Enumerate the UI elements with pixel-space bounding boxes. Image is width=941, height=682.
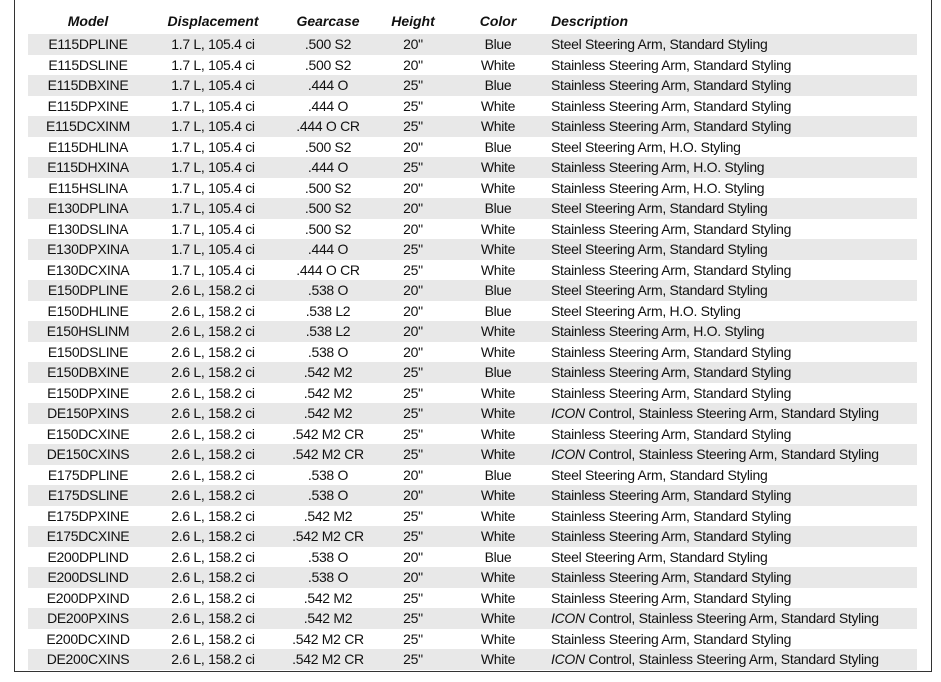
cell-gearcase: .500 S2 bbox=[304, 220, 352, 237]
cell-model: E115DPLINE bbox=[28, 34, 148, 55]
description-prefix: ICON bbox=[551, 651, 585, 668]
description-text: Steel Steering Arm, Standard Styling bbox=[551, 548, 768, 565]
cell-gearcase: .500 S2 bbox=[304, 179, 352, 196]
cell-height: 20" bbox=[378, 198, 448, 219]
cell-displacement: 2.6 L, 158.2 ci bbox=[171, 384, 255, 401]
cell-height: 20" bbox=[378, 280, 448, 301]
cell-displacement: 2.6 L, 158.2 ci bbox=[171, 548, 255, 565]
cell-color: Blue bbox=[484, 466, 512, 483]
table-row bbox=[28, 424, 917, 445]
cell-height: 20" bbox=[378, 321, 448, 342]
description-text: Stainless Steering Arm, Standard Styling bbox=[551, 384, 792, 401]
cell-displacement: 2.6 L, 158.2 ci bbox=[148, 485, 278, 506]
cell-color: Blue bbox=[484, 138, 512, 155]
table-row bbox=[28, 178, 917, 199]
cell-height: 25" bbox=[403, 384, 423, 401]
table-row bbox=[28, 608, 917, 629]
cell-height: 20" bbox=[403, 220, 423, 237]
cell-model: E115DSLINE bbox=[48, 56, 128, 73]
cell-model: E115DHXINA bbox=[28, 157, 148, 178]
description-text: Control, Stainless Steering Arm, Standard Styling bbox=[584, 610, 879, 627]
col-header-description: Description bbox=[551, 13, 629, 29]
cell-height: 25" bbox=[403, 97, 423, 114]
table-row bbox=[28, 465, 917, 486]
description-text: Stainless Steering Arm, Standard Styling bbox=[551, 425, 792, 442]
cell-description bbox=[548, 465, 917, 486]
description-text: Stainless Steering Arm, Standard Styling bbox=[551, 77, 792, 94]
cell-model: E150HSLINM bbox=[28, 321, 148, 342]
description-text: Stainless Steering Arm, Standard Styling bbox=[551, 569, 792, 586]
cell-height: 20" bbox=[403, 56, 423, 73]
cell-model: DE150CXINS bbox=[28, 444, 148, 465]
cell-height: 25" bbox=[378, 608, 448, 629]
description-text: Stainless Steering Arm, Standard Styling bbox=[551, 630, 792, 647]
table-row bbox=[28, 137, 917, 158]
cell-description bbox=[548, 444, 917, 465]
cell-height: 25" bbox=[403, 589, 423, 606]
cell-displacement: 2.6 L, 158.2 ci bbox=[148, 280, 278, 301]
cell-gearcase: .444 O bbox=[278, 75, 378, 96]
cell-description bbox=[548, 485, 917, 506]
cell-height: 25" bbox=[378, 403, 448, 424]
cell-displacement: 2.6 L, 158.2 ci bbox=[171, 302, 255, 319]
cell-gearcase: .542 M2 bbox=[278, 403, 378, 424]
cell-gearcase: .444 O bbox=[278, 157, 378, 178]
cell-model: E175DSLINE bbox=[28, 485, 148, 506]
cell-displacement: 2.6 L, 158.2 ci bbox=[171, 589, 255, 606]
cell-model: E115DBXINE bbox=[28, 75, 148, 96]
table-row bbox=[28, 96, 917, 117]
cell-color: White bbox=[448, 526, 548, 547]
cell-height: 25" bbox=[378, 649, 448, 670]
cell-color: Blue bbox=[448, 34, 548, 55]
cell-description bbox=[548, 178, 917, 199]
cell-description bbox=[548, 321, 917, 342]
table-row bbox=[28, 526, 917, 547]
cell-displacement: 1.7 L, 105.4 ci bbox=[148, 116, 278, 137]
cell-color: Blue bbox=[484, 302, 512, 319]
cell-description bbox=[548, 219, 917, 240]
cell-gearcase: .542 M2 bbox=[278, 608, 378, 629]
cell-displacement: 2.6 L, 158.2 ci bbox=[171, 343, 255, 360]
description-text: Stainless Steering Arm, Standard Styling bbox=[551, 261, 792, 278]
description-prefix: ICON bbox=[551, 405, 585, 422]
description-text: Steel Steering Arm, H.O. Styling bbox=[551, 138, 741, 155]
cell-height: 20" bbox=[378, 567, 448, 588]
cell-gearcase: .538 L2 bbox=[278, 321, 378, 342]
cell-gearcase: .500 S2 bbox=[278, 198, 378, 219]
table-row bbox=[28, 444, 917, 465]
cell-description bbox=[548, 157, 917, 178]
cell-displacement: 1.7 L, 105.4 ci bbox=[171, 179, 255, 196]
cell-model: DE200CXINS bbox=[28, 649, 148, 670]
cell-model: E115DPXINE bbox=[47, 97, 129, 114]
table-row bbox=[28, 588, 917, 609]
cell-model: E150DHLINE bbox=[47, 302, 129, 319]
cell-description bbox=[548, 55, 917, 76]
cell-model: E175DCXINE bbox=[28, 526, 148, 547]
cell-description bbox=[548, 75, 917, 96]
description-text: Stainless Steering Arm, Standard Styling bbox=[551, 487, 792, 504]
cell-displacement: 2.6 L, 158.2 ci bbox=[148, 403, 278, 424]
description-text: Stainless Steering Arm, H.O. Styling bbox=[551, 323, 765, 340]
description-prefix: ICON bbox=[551, 446, 585, 463]
cell-model: E130DSLINA bbox=[47, 220, 129, 237]
cell-color: White bbox=[448, 321, 548, 342]
description-text: Stainless Steering Arm, Standard Styling bbox=[551, 528, 792, 545]
cell-height: 25" bbox=[378, 362, 448, 383]
description-text: Stainless Steering Arm, Standard Styling bbox=[551, 118, 792, 135]
cell-gearcase: .542 M2 CR bbox=[292, 425, 364, 442]
cell-color: White bbox=[480, 179, 516, 196]
col-header-displacement: Displacement bbox=[167, 13, 259, 29]
cell-displacement: 2.6 L, 158.2 ci bbox=[171, 466, 255, 483]
cell-description bbox=[548, 260, 917, 281]
cell-height: 25" bbox=[378, 444, 448, 465]
col-header-gearcase: Gearcase bbox=[296, 13, 360, 29]
cell-height: 25" bbox=[403, 261, 423, 278]
cell-displacement: 1.7 L, 105.4 ci bbox=[171, 56, 255, 73]
col-header-height: Height bbox=[391, 13, 435, 29]
cell-displacement: 2.6 L, 158.2 ci bbox=[148, 649, 278, 670]
cell-gearcase: .538 O bbox=[307, 466, 349, 483]
cell-height: 25" bbox=[378, 116, 448, 137]
cell-height: 20" bbox=[403, 548, 423, 565]
cell-color: Blue bbox=[448, 198, 548, 219]
cell-description bbox=[548, 301, 917, 322]
description-text: Steel Steering Arm, Standard Styling bbox=[551, 241, 768, 258]
cell-displacement: 1.7 L, 105.4 ci bbox=[148, 75, 278, 96]
cell-gearcase: .542 M2 bbox=[278, 362, 378, 383]
cell-color: White bbox=[480, 97, 516, 114]
cell-model: E150DSLINE bbox=[47, 343, 129, 360]
cell-description bbox=[548, 96, 917, 117]
cell-description bbox=[548, 588, 917, 609]
engine-spec-table bbox=[28, 8, 917, 670]
cell-displacement: 2.6 L, 158.2 ci bbox=[148, 321, 278, 342]
table-row bbox=[28, 55, 917, 76]
cell-model: E200DPXIND bbox=[46, 589, 130, 606]
cell-model: E175DPXINE bbox=[47, 507, 129, 524]
cell-gearcase: .500 S2 bbox=[304, 138, 352, 155]
cell-color: White bbox=[480, 507, 516, 524]
cell-description bbox=[548, 239, 917, 260]
cell-model: DE150PXINS bbox=[28, 403, 148, 424]
cell-height: 20" bbox=[403, 343, 423, 360]
table-row bbox=[28, 506, 917, 527]
cell-displacement: 2.6 L, 158.2 ci bbox=[171, 425, 255, 442]
cell-model: E200DPLIND bbox=[47, 548, 129, 565]
cell-displacement: 1.7 L, 105.4 ci bbox=[148, 198, 278, 219]
cell-color: White bbox=[448, 608, 548, 629]
table-row bbox=[28, 198, 917, 219]
table-row bbox=[28, 157, 917, 178]
cell-description bbox=[548, 547, 917, 568]
description-text: Steel Steering Arm, H.O. Styling bbox=[551, 302, 741, 319]
description-text: Stainless Steering Arm, Standard Styling bbox=[551, 56, 792, 73]
cell-color: White bbox=[448, 403, 548, 424]
cell-model: E200DCXIND bbox=[46, 630, 130, 647]
cell-gearcase: .444 O CR bbox=[278, 116, 378, 137]
cell-displacement: 1.7 L, 105.4 ci bbox=[148, 34, 278, 55]
cell-color: White bbox=[480, 261, 516, 278]
cell-model: E150DPXINE bbox=[47, 384, 129, 401]
cell-gearcase: .538 O bbox=[278, 280, 378, 301]
table-row bbox=[28, 239, 917, 260]
cell-color: White bbox=[448, 157, 548, 178]
cell-color: White bbox=[480, 425, 516, 442]
table-row bbox=[28, 321, 917, 342]
table-row bbox=[28, 383, 917, 404]
cell-model: E130DCXINA bbox=[46, 261, 130, 278]
table-row bbox=[28, 649, 917, 670]
cell-color: Blue bbox=[448, 280, 548, 301]
cell-model: E200DSLIND bbox=[28, 567, 148, 588]
cell-color: White bbox=[480, 220, 516, 237]
cell-height: 25" bbox=[378, 157, 448, 178]
description-text: Stainless Steering Arm, Standard Styling bbox=[551, 589, 792, 606]
table-row bbox=[28, 116, 917, 137]
cell-description bbox=[548, 608, 917, 629]
cell-gearcase: .542 M2 CR bbox=[292, 630, 364, 647]
cell-height: 25" bbox=[403, 630, 423, 647]
cell-gearcase: .542 M2 CR bbox=[278, 649, 378, 670]
cell-height: 20" bbox=[378, 34, 448, 55]
table-row bbox=[28, 280, 917, 301]
cell-gearcase: .538 O bbox=[278, 485, 378, 506]
table-row bbox=[28, 342, 917, 363]
cell-displacement: 1.7 L, 105.4 ci bbox=[148, 239, 278, 260]
cell-color: Blue bbox=[484, 548, 512, 565]
cell-color: White bbox=[448, 567, 548, 588]
table-row bbox=[28, 301, 917, 322]
cell-description bbox=[548, 342, 917, 363]
cell-gearcase: .444 O bbox=[278, 239, 378, 260]
cell-height: 25" bbox=[378, 526, 448, 547]
cell-gearcase: .500 S2 bbox=[304, 56, 352, 73]
cell-height: 20" bbox=[403, 302, 423, 319]
cell-height: 20" bbox=[403, 466, 423, 483]
cell-color: White bbox=[448, 444, 548, 465]
cell-height: 20" bbox=[403, 138, 423, 155]
table-row bbox=[28, 219, 917, 240]
description-prefix: ICON bbox=[551, 610, 585, 627]
cell-color: White bbox=[480, 589, 516, 606]
cell-color: White bbox=[480, 630, 516, 647]
cell-color: White bbox=[480, 56, 516, 73]
description-text: Stainless Steering Arm, Standard Styling bbox=[551, 97, 792, 114]
table-row bbox=[28, 75, 917, 96]
cell-description bbox=[548, 649, 917, 670]
description-text: Stainless Steering Arm, Standard Styling bbox=[551, 343, 792, 360]
header-row bbox=[28, 8, 917, 34]
cell-description bbox=[548, 506, 917, 527]
description-text: Stainless Steering Arm, H.O. Styling bbox=[551, 159, 765, 176]
cell-gearcase: .542 M2 CR bbox=[278, 526, 378, 547]
description-text: Control, Stainless Steering Arm, Standard Styling bbox=[584, 446, 879, 463]
cell-gearcase: .538 L2 bbox=[305, 302, 351, 319]
cell-displacement: 2.6 L, 158.2 ci bbox=[148, 444, 278, 465]
cell-color: Blue bbox=[448, 75, 548, 96]
description-text: Stainless Steering Arm, H.O. Styling bbox=[551, 179, 765, 196]
cell-color: Blue bbox=[448, 362, 548, 383]
cell-model: E150DPLINE bbox=[28, 280, 148, 301]
cell-color: White bbox=[480, 343, 516, 360]
cell-description bbox=[548, 424, 917, 445]
cell-height: 20" bbox=[403, 179, 423, 196]
description-text: Stainless Steering Arm, Standard Styling bbox=[551, 507, 792, 524]
cell-model: E175DPLINE bbox=[47, 466, 129, 483]
cell-height: 25" bbox=[378, 75, 448, 96]
cell-color: White bbox=[448, 116, 548, 137]
description-text: Steel Steering Arm, Standard Styling bbox=[551, 36, 768, 53]
cell-description bbox=[548, 34, 917, 55]
cell-displacement: 2.6 L, 158.2 ci bbox=[171, 630, 255, 647]
cell-model: E115HSLINA bbox=[48, 179, 128, 196]
cell-gearcase: .542 M2 bbox=[303, 384, 353, 401]
col-header-model: Model bbox=[67, 13, 109, 29]
cell-model: E115DCXINM bbox=[28, 116, 148, 137]
cell-description bbox=[548, 198, 917, 219]
cell-description bbox=[548, 362, 917, 383]
cell-model: E150DCXINE bbox=[46, 425, 130, 442]
description-text: Steel Steering Arm, Standard Styling bbox=[551, 200, 768, 217]
cell-displacement: 2.6 L, 158.2 ci bbox=[148, 362, 278, 383]
cell-gearcase: .538 O bbox=[307, 548, 349, 565]
description-text: Stainless Steering Arm, Standard Styling bbox=[551, 220, 792, 237]
table-row bbox=[28, 260, 917, 281]
cell-color: White bbox=[448, 485, 548, 506]
cell-displacement: 2.6 L, 158.2 ci bbox=[148, 526, 278, 547]
cell-displacement: 2.6 L, 158.2 ci bbox=[148, 567, 278, 588]
cell-gearcase: .444 O CR bbox=[296, 261, 360, 278]
cell-displacement: 1.7 L, 105.4 ci bbox=[171, 97, 255, 114]
table-row bbox=[28, 547, 917, 568]
cell-displacement: 1.7 L, 105.4 ci bbox=[171, 220, 255, 237]
cell-description bbox=[548, 567, 917, 588]
table-row bbox=[28, 403, 917, 424]
cell-gearcase: .500 S2 bbox=[278, 34, 378, 55]
description-text: Stainless Steering Arm, Standard Styling bbox=[551, 364, 792, 381]
cell-model: DE200PXINS bbox=[28, 608, 148, 629]
cell-color: White bbox=[480, 384, 516, 401]
cell-model: E130DPXINA bbox=[28, 239, 148, 260]
col-header-color: Color bbox=[479, 13, 517, 29]
table-row bbox=[28, 485, 917, 506]
cell-model: E130DPLINA bbox=[28, 198, 148, 219]
cell-color: White bbox=[448, 239, 548, 260]
description-text: Control, Stainless Steering Arm, Standard Styling bbox=[584, 405, 879, 422]
description-text: Steel Steering Arm, Standard Styling bbox=[551, 466, 768, 483]
table-row bbox=[28, 629, 917, 650]
cell-gearcase: .444 O bbox=[307, 97, 349, 114]
cell-description bbox=[548, 116, 917, 137]
description-text: Control, Stainless Steering Arm, Standard Styling bbox=[584, 651, 879, 668]
cell-height: 20" bbox=[378, 485, 448, 506]
cell-description bbox=[548, 629, 917, 650]
cell-model: E115DHLINA bbox=[47, 138, 128, 155]
table-row bbox=[28, 34, 917, 55]
cell-displacement: 2.6 L, 158.2 ci bbox=[171, 507, 255, 524]
cell-height: 25" bbox=[403, 507, 423, 524]
cell-gearcase: .542 M2 bbox=[303, 589, 353, 606]
cell-gearcase: .538 O bbox=[278, 567, 378, 588]
table-row bbox=[28, 567, 917, 588]
cell-description bbox=[548, 526, 917, 547]
cell-displacement: 1.7 L, 105.4 ci bbox=[171, 261, 255, 278]
cell-displacement: 2.6 L, 158.2 ci bbox=[148, 608, 278, 629]
cell-displacement: 1.7 L, 105.4 ci bbox=[171, 138, 255, 155]
cell-height: 25" bbox=[403, 425, 423, 442]
cell-gearcase: .542 M2 CR bbox=[278, 444, 378, 465]
cell-description bbox=[548, 403, 917, 424]
cell-model: E150DBXINE bbox=[28, 362, 148, 383]
description-text: Steel Steering Arm, Standard Styling bbox=[551, 282, 768, 299]
cell-displacement: 1.7 L, 105.4 ci bbox=[148, 157, 278, 178]
table-row bbox=[28, 362, 917, 383]
cell-description bbox=[548, 280, 917, 301]
cell-description bbox=[548, 383, 917, 404]
cell-description bbox=[548, 137, 917, 158]
cell-color: White bbox=[448, 649, 548, 670]
cell-height: 25" bbox=[378, 239, 448, 260]
cell-gearcase: .538 O bbox=[307, 343, 349, 360]
cell-gearcase: .542 M2 bbox=[303, 507, 353, 524]
